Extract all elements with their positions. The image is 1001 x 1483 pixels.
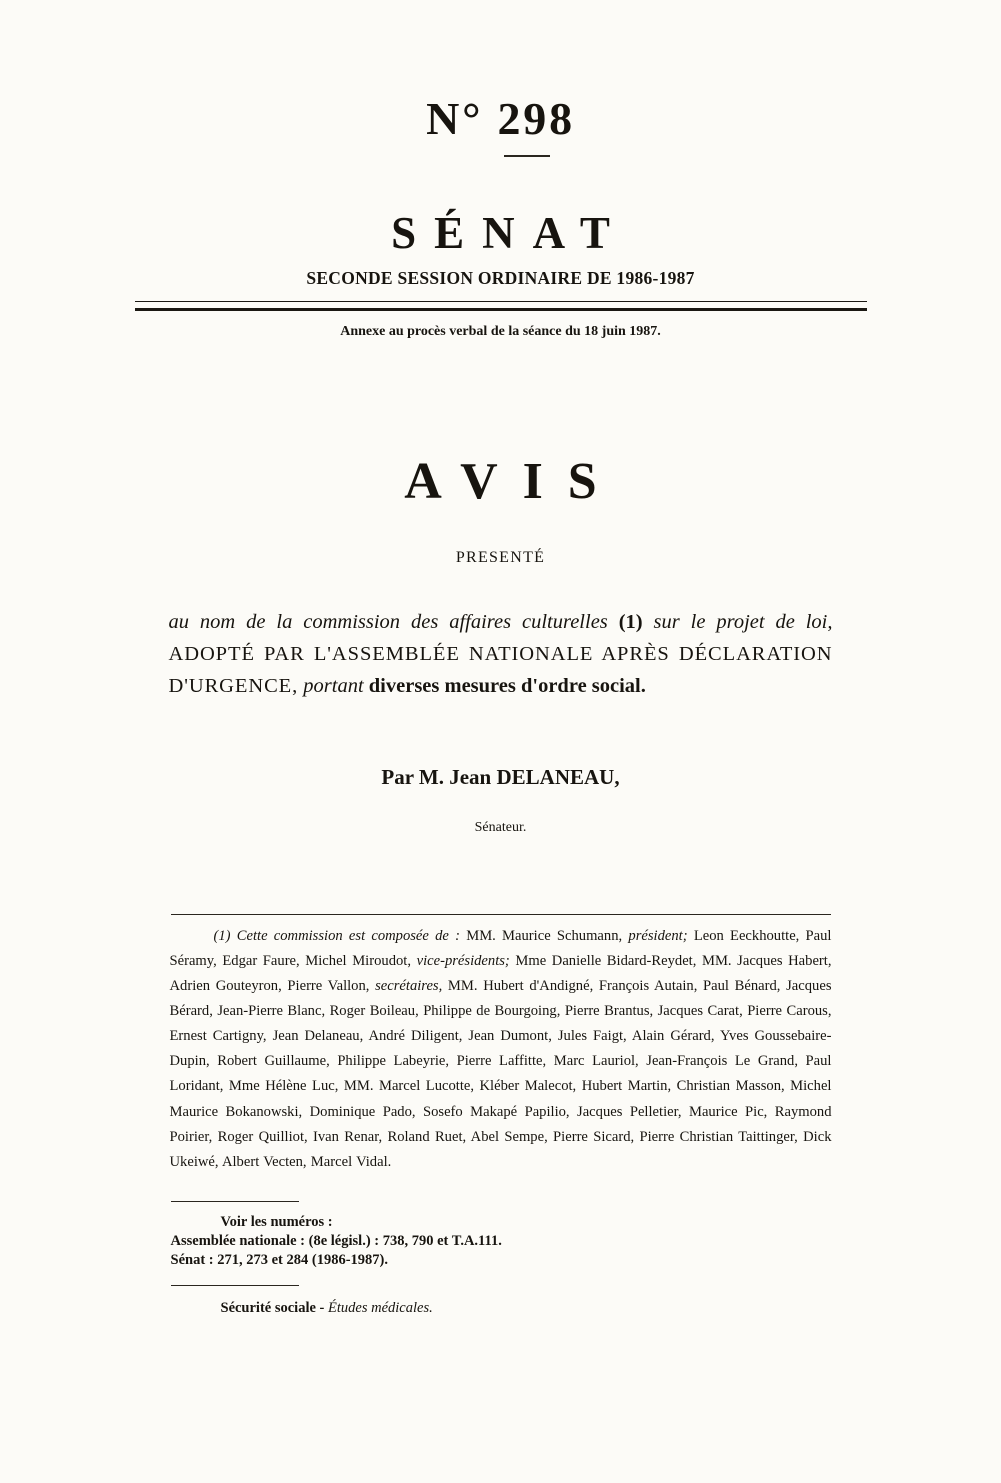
abstract-seg-commission: au nom de la commission des affaires culturelles: [168, 611, 608, 633]
references-rule-top: [171, 1201, 299, 1202]
double-rule: [135, 301, 867, 311]
footnote-seg-intro: (1) Cette commission est composée de :: [213, 927, 460, 944]
author-role: Sénateur.: [474, 819, 527, 835]
keywords-label: Sécurité sociale -: [220, 1299, 325, 1316]
document-footer: [0, 914, 1001, 1317]
abstract-paragraph: [169, 607, 833, 703]
abstract-seg-projet: sur le projet de loi,: [653, 611, 833, 633]
footnote-seg-secretaire-names: Mme Danielle Bidard-Reydet, MM. Jacques Habert, Adrien Gouteyron, Pierre Vallon,: [169, 953, 832, 995]
reference-senat: Sénat : 271, 273 et 284 (1986-1987).: [170, 1251, 388, 1268]
abstract-seg-portant: portant: [303, 674, 364, 697]
author-byline: Par M. Jean DELANEAU,: [381, 764, 620, 789]
footnote-seg-president-title: président;: [628, 927, 688, 944]
doc-number: N° 298: [426, 93, 575, 144]
footnote-seg-members: MM. Hubert d'Andigné, François Autain, Paul Bénard, Jacques Bérard, Jean-Pierre Blanc, Roger Boileau, Philippe de Bourgoing, Pierre Brantus, Jacques Carat, Pierre Carous, Ernest Cartigny, Jean Delaneau, André Diligent, Jean Dumont, Jules Faigt, Alain Gérard, Yves Goussebaire-Dupin, Robert Guillaume, Philippe Labeyrie, Pierre Laffitte, Marc Lauriol, Jean-François Le Grand, Paul Loridant, Mme Hélène Luc, MM. Marcel Lucotte, Kléber Malecot, Hubert Martin, Christian Masson, Michel Maurice Bokanowski, Dominique Pado, Sosefo Makapé Papilio, Jacques Pelletier, Maurice Pic, Raymond Poirier, Roger Quilliot, Ivan Renar, Roland Ruet, Abel Sempe, Pierre Sicard, Pierre Christian Taittinger, Dick Ukeiwé, Albert Vecten, Marcel Vidal.: [169, 978, 832, 1170]
abstract-seg-objet: diverses mesures d'ordre social.: [368, 674, 646, 697]
footnote-rule: [171, 914, 831, 915]
document-header: [0, 0, 1001, 340]
footnote-seg-vicepresident-names: Leon Eeckhoutte, Paul Séramy, Edgar Faure, Michel Miroudot,: [169, 927, 832, 969]
keywords-line: [171, 1300, 831, 1317]
references-block: [171, 1201, 831, 1317]
references-rule-bottom: [171, 1285, 299, 1286]
abstract-footnote-marker: (1): [618, 611, 643, 633]
reference-assemblee: Assemblée nationale : (8e législ.) : 738, 790 et T.A.111.: [170, 1232, 502, 1249]
doc-type-title: AVIS: [404, 453, 622, 510]
references-heading: Voir les numéros :: [220, 1213, 333, 1230]
abstract-seg-adopte: ADOPTÉ PAR L'ASSEMBLÉE NATIONALE APRÈS DÉCLARATION D'URGENCE,: [168, 642, 833, 697]
presented-label: PRESENTÉ: [455, 549, 546, 566]
footnote-seg-president-name: MM. Maurice Schumann,: [466, 927, 623, 944]
annex-note: Annexe au procès verbal de la séance du 18 juin 1987.: [340, 324, 661, 339]
keywords-value: Études médicales.: [328, 1299, 433, 1316]
footnote-seg-vicepresident-title: vice-présidents;: [416, 953, 510, 969]
ornament-rule: [504, 155, 550, 157]
document-body: [0, 452, 1001, 836]
session-subtitle: SECONDE SESSION ORDINAIRE DE 1986-1987: [306, 268, 695, 288]
footnote-paragraph: [170, 924, 832, 1175]
institution-title: SÉNAT: [391, 208, 628, 258]
footnote-seg-secretaire-title: secrétaires,: [375, 978, 443, 995]
